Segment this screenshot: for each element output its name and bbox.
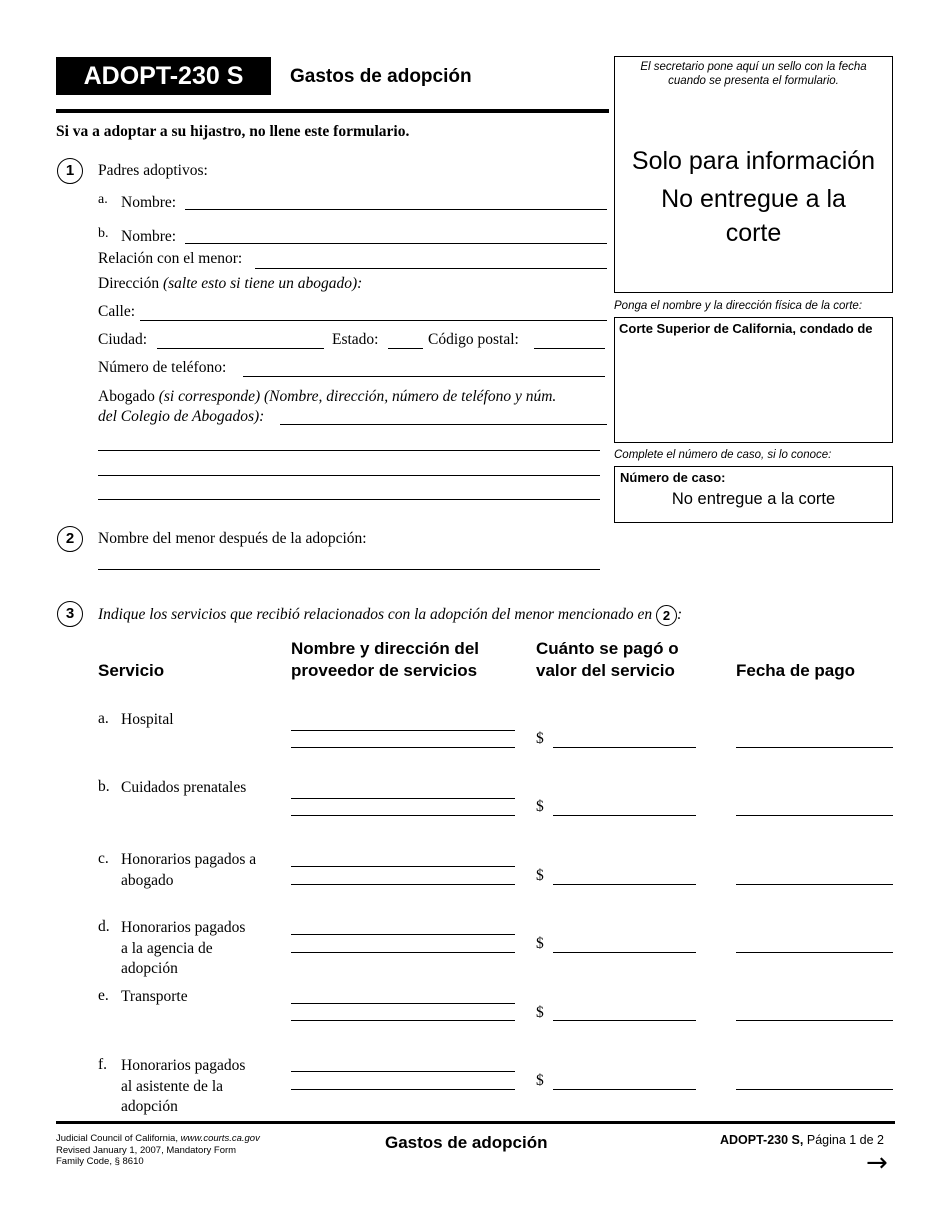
next-page-arrow-icon: →	[866, 1148, 888, 1178]
footer-revised: Revised January 1, 2007, Mandatory Form	[56, 1144, 237, 1156]
row-service-label	[121, 987, 188, 1008]
col-header-amount-line: Cuánto se pagó o	[536, 639, 679, 658]
phone-field[interactable]	[243, 376, 605, 377]
date-field[interactable]	[736, 1020, 893, 1021]
row-service-line: Honorarios pagados a	[121, 851, 257, 868]
case-number-label: Número de caso:	[620, 470, 726, 485]
date-field[interactable]	[736, 815, 893, 816]
row-service-line: Honorarios pagados	[121, 919, 246, 936]
row-service-line: a la agencia de	[121, 939, 213, 957]
provider-field[interactable]	[291, 884, 515, 885]
currency-symbol: $	[536, 1072, 544, 1089]
row-service-label	[121, 850, 256, 891]
address-label-text: Dirección	[98, 275, 160, 292]
section-2-reference: 2	[656, 605, 677, 626]
item-letter: b.	[98, 226, 109, 241]
child-name-label: Nombre del menor después de la adopción:	[98, 530, 367, 547]
header-rule	[56, 109, 609, 113]
currency-symbol: $	[536, 730, 544, 747]
address-note: (salte esto si tiene un abogado):	[162, 275, 363, 292]
court-instruction: Ponga el nombre y la dirección física de la corte:	[614, 300, 863, 312]
provider-field[interactable]	[291, 1089, 515, 1090]
row-letter: e.	[98, 987, 109, 1004]
do-not-file-notice: No entregue a la	[661, 185, 846, 213]
state-label: Estado:	[332, 331, 379, 348]
footer-title: Gastos de adopción	[385, 1133, 548, 1152]
col-header-provider-line: Nombre y dirección del	[291, 639, 479, 658]
amount-field[interactable]	[553, 1089, 696, 1090]
footer-info	[56, 1133, 260, 1168]
zip-field[interactable]	[534, 348, 605, 349]
relation-field[interactable]	[255, 268, 607, 269]
court-label: Corte Superior de California, condado de	[619, 321, 873, 336]
state-field[interactable]	[388, 348, 423, 349]
currency-symbol: $	[536, 867, 544, 884]
row-service-line: Cuidados prenatales	[121, 779, 247, 796]
provider-field[interactable]	[291, 798, 515, 799]
court-box[interactable]	[614, 317, 893, 443]
city-field[interactable]	[157, 348, 324, 349]
row-service-line: Hospital	[121, 711, 174, 728]
row-service-line: al asistente de la	[121, 1077, 223, 1095]
provider-field[interactable]	[291, 730, 515, 731]
provider-field[interactable]	[291, 747, 515, 748]
col-header-provider-line: proveedor de servicios	[291, 661, 478, 680]
stepparent-warning: Si va a adoptar a su hijastro, no llene este formulario.	[56, 123, 410, 140]
address-label	[98, 275, 362, 293]
provider-field[interactable]	[291, 934, 515, 935]
row-service-label	[121, 1056, 245, 1118]
provider-field[interactable]	[291, 1003, 515, 1004]
footer-url[interactable]: www.courts.ca.gov	[180, 1133, 260, 1144]
row-service-label	[121, 710, 174, 731]
footer-code: Family Code, § 8610	[56, 1156, 144, 1167]
row-service-line: Transporte	[121, 988, 188, 1005]
col-header-service: Servicio	[98, 661, 165, 680]
info-only-notice: Solo para información	[631, 147, 876, 175]
date-field[interactable]	[736, 1089, 893, 1090]
date-field[interactable]	[736, 952, 893, 953]
clerk-stamp-box	[614, 56, 893, 293]
row-service-line: adopción	[121, 1098, 178, 1115]
lawyer-note: del Colegio de Abogados):	[98, 408, 265, 425]
amount-field[interactable]	[553, 747, 696, 748]
amount-field[interactable]	[553, 815, 696, 816]
section-1-marker: 1	[57, 158, 83, 184]
col-header-provider	[291, 638, 479, 682]
lawyer-field[interactable]	[280, 424, 607, 425]
services-instruction	[98, 605, 682, 626]
relation-label: Relación con el menor:	[98, 250, 243, 267]
name-a-label: Nombre:	[121, 194, 177, 211]
street-label: Calle:	[98, 303, 136, 320]
row-letter: b.	[98, 778, 110, 795]
name-b-field[interactable]	[185, 243, 607, 244]
lawyer-label	[98, 387, 556, 427]
footer-page-number: Página 1 de 2	[806, 1133, 885, 1147]
row-service-label	[121, 778, 246, 799]
stamp-note: El secretario pone aquí un sello con la fecha	[640, 61, 867, 73]
name-a-field[interactable]	[185, 209, 607, 210]
footer-rule	[56, 1121, 895, 1124]
col-header-amount	[536, 638, 679, 682]
footer-org: Judicial Council of California,	[56, 1133, 178, 1144]
row-service-line: adopción	[121, 960, 178, 977]
zip-label: Código postal:	[428, 331, 519, 348]
currency-symbol: $	[536, 798, 544, 815]
date-field[interactable]	[736, 884, 893, 885]
lawyer-label-text: Abogado	[98, 388, 155, 405]
child-name-field[interactable]	[98, 569, 600, 570]
row-letter: a.	[98, 710, 109, 727]
section-3-marker: 3	[57, 601, 83, 627]
street-field[interactable]	[140, 320, 607, 321]
footer-form-number: ADOPT-230 S,	[720, 1133, 804, 1147]
col-header-date: Fecha de pago	[736, 661, 856, 680]
amount-field[interactable]	[553, 1020, 696, 1021]
col-header-amount-line: valor del servicio	[536, 661, 675, 680]
lawyer-field[interactable]	[98, 475, 600, 476]
amount-field[interactable]	[553, 884, 696, 885]
row-service-line: Honorarios pagados	[121, 1057, 246, 1074]
row-letter: c.	[98, 850, 109, 867]
item-letter: a.	[98, 192, 108, 207]
provider-field[interactable]	[291, 815, 515, 816]
form-number-badge: ADOPT-230 S	[56, 57, 271, 95]
case-number-value: No entregue a la corte	[671, 490, 836, 508]
case-instruction: Complete el número de caso, si lo conoce:	[614, 449, 832, 461]
do-not-file-notice: corte	[725, 219, 782, 247]
name-b-label: Nombre:	[121, 228, 177, 245]
lawyer-field[interactable]	[98, 450, 600, 451]
case-number-box[interactable]	[614, 466, 893, 523]
stamp-note: cuando se presenta el formulario.	[668, 75, 839, 87]
adoptive-parents-heading: Padres adoptivos:	[98, 162, 208, 179]
instruction-suffix: :	[677, 606, 683, 623]
currency-symbol: $	[536, 935, 544, 952]
row-service-line: abogado	[121, 871, 174, 889]
city-label: Ciudad:	[98, 331, 148, 348]
provider-field[interactable]	[291, 1020, 515, 1021]
provider-field[interactable]	[291, 952, 515, 953]
section-2-marker: 2	[57, 526, 83, 552]
amount-field[interactable]	[553, 952, 696, 953]
row-service-label	[121, 918, 245, 980]
lawyer-note: (si corresponde) (Nombre, dirección, número de teléfono y núm.	[158, 388, 557, 405]
row-letter: f.	[98, 1056, 108, 1073]
row-letter: d.	[98, 918, 110, 935]
date-field[interactable]	[736, 747, 893, 748]
lawyer-field[interactable]	[98, 499, 600, 500]
currency-symbol: $	[536, 1004, 544, 1021]
provider-field[interactable]	[291, 1071, 515, 1072]
provider-field[interactable]	[291, 866, 515, 867]
phone-label: Número de teléfono:	[98, 359, 227, 376]
form-title: Gastos de adopción	[290, 66, 472, 87]
services-instruction-text: Indique los servicios que recibió relacionados con la adopción del menor mencionado en	[98, 606, 653, 623]
footer-page-info	[720, 1133, 884, 1147]
